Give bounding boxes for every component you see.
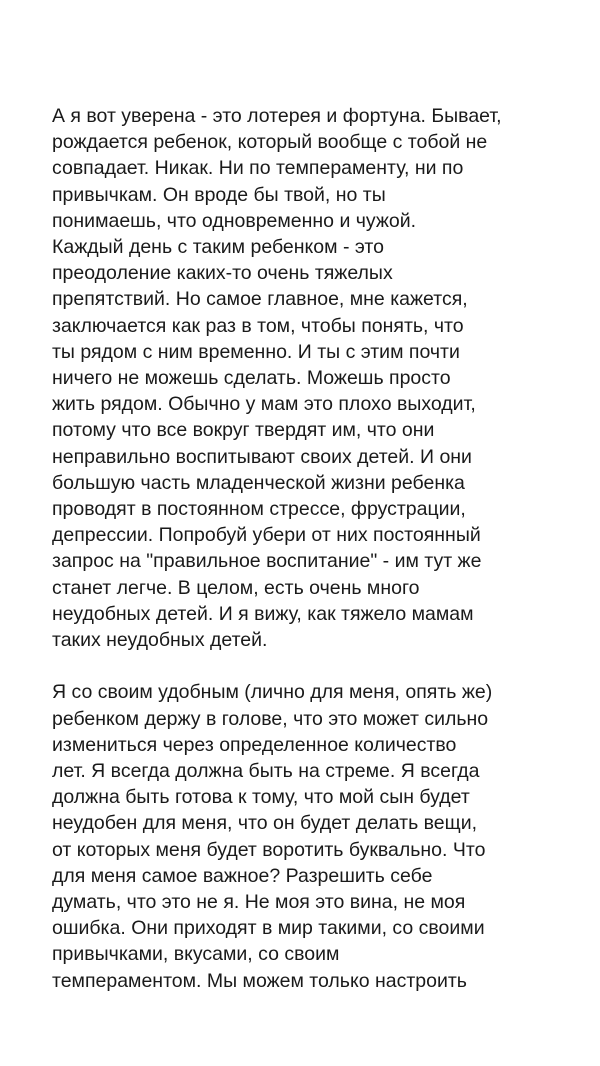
text-line: Я со своим удобным (лично для меня, опять же) [52,681,493,704]
text-line: от которых меня будет воротить буквально. Что [52,838,486,861]
text-line: для меня самое важное? Разрешить себе [52,864,433,887]
text-line: думать, что это не я. Не моя это вина, не моя [52,891,466,914]
text-line: неправильно воспитывают своих детей. И они [52,445,472,468]
article-text [52,103,572,994]
text-line: должна быть готова к тому, что мой сын будет [52,786,470,809]
text-line: ошибка. Они приходят в мир такими, со своими [52,917,485,940]
text-line: таких неудобных детей. [52,629,268,652]
paragraph-2 [52,679,572,993]
text-line: А я вот уверена - это лотерея и фортуна. Бывает, [52,105,502,127]
text-line: привычками, вкусами, со своим [52,943,340,966]
text-line: лет. Я всегда должна быть на стреме. Я всегда [52,760,480,783]
text-line: потому что все вокруг твердят им, что они [52,419,435,442]
paragraph-spacer [52,653,572,679]
text-line: депрессии. Попробуй убери от них постоянный [52,524,481,547]
text-line: темпераментом. Мы можем только настроить [52,969,467,992]
text-line: понимаешь, что одновременно и чужой. [52,209,417,232]
text-line: неудобных детей. И я вижу, как тяжело мамам [52,602,474,625]
text-line: преодоление каких-то очень тяжелых [52,262,393,285]
text-line: ничего не можешь сделать. Можешь просто [52,367,451,390]
text-line: Каждый день с таким ребенком - это [52,236,384,259]
text-line: заключается как раз в том, чтобы понять, что [52,314,464,337]
text-line: рождается ребенок, который вообще с тобой не [52,131,488,154]
text-line: жить рядом. Обычно у мам это плохо выходит, [52,393,476,416]
text-line: большую часть младенческой жизни ребенка [52,471,465,494]
text-line: проводят в постоянном стрессе, фрустрации, [52,498,466,521]
text-line: измениться через определенное количество [52,733,457,756]
text-line: препятствий. Но самое главное, мне кажется, [52,288,468,311]
text-line: неудобен для меня, что он будет делать вещи, [52,812,478,835]
text-line: ребенком держу в голове, что это может сильно [52,707,489,730]
text-line: совпадает. Никак. Ни по темпераменту, ни по [52,157,464,180]
text-line: станет легче. В целом, есть очень много [52,576,420,599]
text-line: запрос на "правильное воспитание" - им тут же [52,550,482,573]
text-line: привычкам. Он вроде бы твой, но ты [52,183,386,206]
paragraph-1 [52,103,572,653]
text-line: ты рядом с ним временно. И ты с этим почти [52,340,460,363]
